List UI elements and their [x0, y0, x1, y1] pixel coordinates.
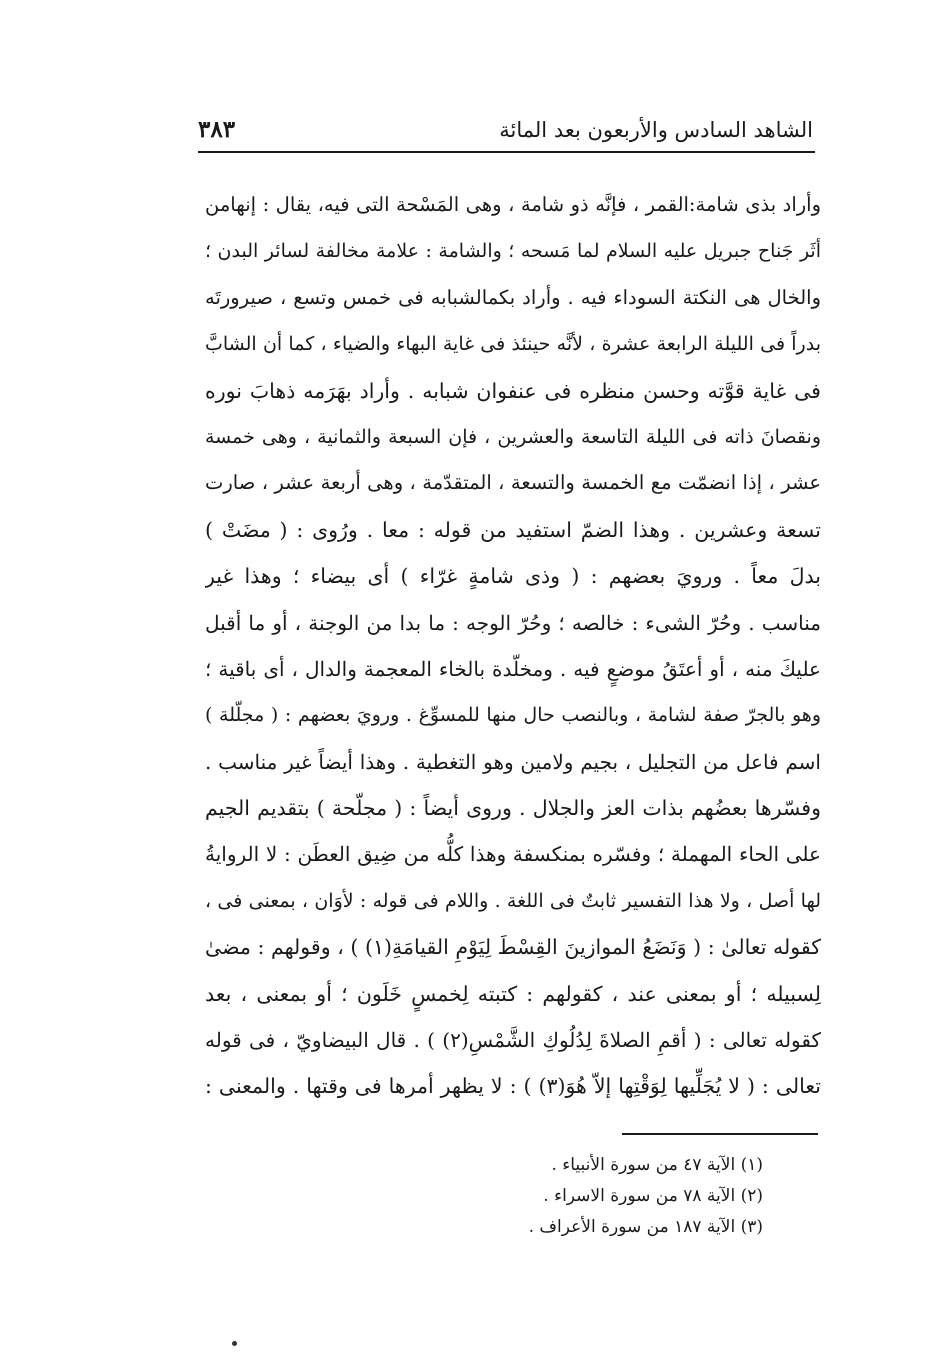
footnote: (١) الآية ٤٧ من سورة الأنبياء . — [551, 1155, 763, 1175]
text-line: أثَر جَناح جبريل عليه السلام لما مَسحه ؛ والشامة : علامة مخالفة لسائر البدن ؛ — [205, 240, 821, 263]
text-line: لها أصل ، ولا هذا التفسير ثابتٌ فى اللغة . واللام فى قوله : لأوَان ، بمعنى فى ، — [205, 889, 821, 912]
text-line: عليكَ منه ، أو أعتَقُ موضعٍ فيه . ومخلّدة بالخاء المعجمة والدال ، أى باقية ؛ — [205, 656, 821, 681]
text-line: وأراد بذى شامة:القمر ، فإنَّه ذو شامة ، وهى المَسْحة التى فيه، يقال : إنهامن — [205, 193, 821, 216]
text-line: والخال هى النكتة السوداء فيه . وأراد بكمالشبابه فى خمس وتسع ، صيرورتَه — [205, 285, 821, 309]
ink-dot — [232, 1341, 237, 1346]
text-line: كقوله تعالىٰ : ( وَنَضَعُ الموازينَ القِسْطَ لِيَوْمِ القيامَةِ(١) ) ، وقولهم : مضىٰ — [205, 935, 821, 960]
footnote: (٢) الآية ٧٨ من سورة الاسراء . — [543, 1186, 763, 1206]
text-line: وهو بالجرّ صفة لشامة ، وبالنصب حال منها للمسوِّغ . ورويَ بعضهم : ( مجلّلة ) — [205, 704, 821, 727]
page-header — [198, 112, 813, 152]
text-line: عشر ، إذا انضمّت مع الخمسة والتسعة ، المتقدّمة ، وهى أربعة عشر ، صارت — [205, 471, 821, 495]
header-rule — [198, 151, 815, 153]
running-title: الشاهد السادس والأربعون بعد المائة — [499, 118, 813, 142]
text-line: تعالى : ( لا يُجَلِّيها لِوَقْتِها إلاّ هُوَ(٣) ) : لا يظهر أمرها فى وقتها . والمعنى : — [205, 1074, 821, 1099]
text-line: بدراً فى الليلة الرابعة عشرة ، لأنَّه حينئذ فى غاية البهاء والضياء ، كما أن الشابَّ — [205, 333, 821, 356]
text-line: بدلَ معاً . ورويَ بعضهم : ( وذى شامةٍ غرّاء ) أى بيضاء ؛ وهذا غير — [205, 564, 821, 589]
text-line: على الحاء المهملة ؛ وفسّره بمنكسفة وهذا كلُّه من ضِيق العطَن : لا الروايةُ — [205, 842, 821, 867]
text-line: فى غاية قوَّته وحسن منظره فى عنفوان شبابه . وأراد بهَرَمه ذهابَ نوره — [205, 378, 821, 403]
text-line: تسعة وعشرين . وهذا الضمّ استفيد من قوله : معا . ورُوى : ( مضَتْ ) — [205, 517, 821, 542]
footnote-rule — [622, 1133, 818, 1135]
text-line: ونقصانَ ذاته فى الليلة التاسعة والعشرين ، فإن السبعة والثمانية ، وهى خمسة — [205, 425, 821, 448]
text-line: مناسب . وحُرّ الشىء : خالصه ؛ وحُرّ الوجه : ما بدا من الوجنة ، أو ما أقبل — [205, 610, 821, 635]
text-line: اسم فاعل من التجليل ، بجيم ولامين وهو التغطية . وهذا أيضاً غير مناسب . — [205, 749, 821, 774]
page-number: ٣٨٣ — [198, 116, 236, 143]
text-line: وفسّرها بعضُهم بذات العز والجلال . وروى أيضاً : ( مجلّحة ) بتقديم الجيم — [205, 796, 821, 821]
text-line: كقوله تعالى : ( أقمِ الصلاةَ لِدُلُوكِ الشَّمْسِ(٢) ) . قال البيضاويّ ، فى قوله — [205, 1028, 821, 1053]
footnote: (٣) الآية ١٨٧ من سورة الأعراف . — [528, 1217, 763, 1237]
text-line: لِسبيله ؛ أو بمعنى عند ، كقولهم : كتبته لِخمسٍ خَلَون ؛ أو بمعنى ، بعد — [205, 981, 821, 1006]
footnotes — [529, 1150, 763, 1243]
body-text — [205, 182, 821, 1110]
